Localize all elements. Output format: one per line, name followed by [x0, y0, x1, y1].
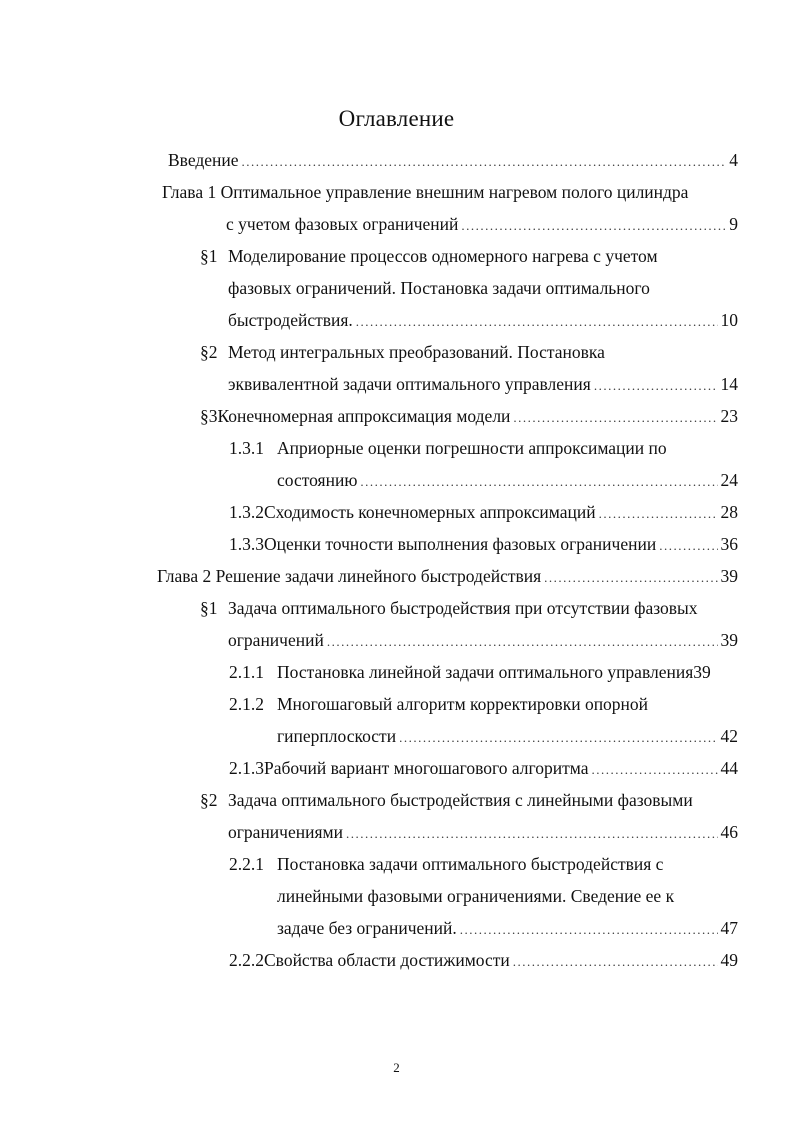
toc-entry-subsection-2-1-2-end[interactable]	[277, 720, 738, 752]
toc-entry-section-1-2-end[interactable]	[228, 368, 738, 400]
leader-dots	[513, 946, 718, 978]
toc-entry-text: эквивалентной задачи оптимального управления	[228, 374, 591, 394]
leader-dots	[356, 306, 718, 338]
toc-entry-text: Глава 2 Решение задачи линейного быстродействия	[157, 566, 542, 586]
toc-entry-text: задаче без ограничений.	[277, 918, 457, 938]
toc-entry-page: 47	[720, 918, 738, 938]
toc-entry-subsection-2-1-3[interactable]	[229, 752, 738, 784]
leader-dots	[360, 466, 717, 498]
leader-dots	[599, 498, 718, 530]
toc-entry-page: 39	[720, 630, 738, 650]
toc-entry-text: ограничений	[228, 630, 324, 650]
toc-entry-text: Постановка линейной задачи оптимального управления39	[277, 662, 711, 682]
toc-entry-subsection-2-1-2[interactable]	[229, 688, 648, 720]
toc-entry-page: 46	[720, 822, 738, 842]
leader-dots	[592, 754, 718, 786]
toc-entry-page: 42	[720, 726, 738, 746]
toc-entry-text: Задача оптимального быстродействия при отсутствии фазовых	[228, 598, 698, 618]
toc-entry-subsection-1-3-3[interactable]	[229, 528, 738, 560]
toc-entry-section-1-1-cont[interactable]	[228, 272, 650, 304]
leader-dots	[242, 146, 727, 178]
toc-entry-section-1-1-end[interactable]	[228, 304, 738, 336]
toc-entry-subsection-2-2-1[interactable]	[229, 848, 663, 880]
toc-entry-section-1-2[interactable]	[200, 336, 605, 368]
section-number: 2.2.2	[229, 950, 264, 970]
toc-entry-subsection-2-1-1[interactable]	[229, 656, 711, 688]
leader-dots	[544, 562, 717, 594]
toc-entry-text: быстродействия.	[228, 310, 353, 330]
section-number: 1.3.2	[229, 502, 264, 522]
toc-entry-text: Введение	[168, 150, 239, 170]
toc-entry-text: Рабочий вариант многошагового алгоритма	[264, 758, 589, 778]
toc-entry-page: 28	[720, 502, 738, 522]
toc-entry-section-1-3[interactable]	[200, 400, 738, 432]
page-title: Оглавление	[338, 106, 455, 131]
toc-entry-page: 4	[729, 150, 738, 170]
toc-entry-subsection-1-3-1-end[interactable]	[277, 464, 738, 496]
toc-entry-text: состоянию	[277, 470, 358, 490]
toc-entry-text: Задача оптимального быстродействия с линейными фазовыми	[228, 790, 693, 810]
toc-entry-page: 9	[729, 214, 738, 234]
page-number: 2	[393, 1060, 400, 1075]
toc-entry-section-2-1[interactable]	[200, 592, 698, 624]
section-number: §2	[200, 790, 218, 810]
toc-entry-page: 23	[720, 406, 738, 426]
section-number: 1.3.1	[229, 438, 264, 458]
leader-dots	[460, 914, 718, 946]
leader-dots	[594, 370, 718, 402]
toc-entry-subsection-2-2-2[interactable]	[229, 944, 738, 976]
section-number: 2.2.1	[229, 854, 264, 874]
toc-entry-text: фазовых ограничений. Постановка задачи оптимального	[228, 278, 650, 298]
toc-entry-subsection-2-2-1-cont[interactable]	[277, 880, 674, 912]
section-number: 2.1.2	[229, 694, 264, 714]
toc-entry-text: Свойства области достижимости	[264, 950, 510, 970]
section-number: 2.1.3	[229, 758, 264, 778]
section-number: §2	[200, 342, 218, 362]
toc-entry-chapter-2[interactable]	[157, 560, 738, 592]
toc-entry-text: Постановка задачи оптимального быстродействия с	[277, 854, 664, 874]
toc-entry-text: Конечномерная аппроксимация модели	[217, 406, 511, 426]
toc-entry-text: Глава 1 Оптимальное управление внешним нагревом полого цилиндра	[162, 182, 689, 202]
toc-entry-subsection-1-3-2[interactable]	[229, 496, 738, 528]
toc-entry-section-2-2[interactable]	[200, 784, 693, 816]
toc-entry-subsection-1-3-1[interactable]	[229, 432, 667, 464]
toc-entry-text: с учетом фазовых ограничений	[226, 214, 459, 234]
toc-entry-section-2-1-end[interactable]	[228, 624, 738, 656]
toc-entry-page: 39	[720, 566, 738, 586]
toc-entry-section-2-2-end[interactable]	[228, 816, 738, 848]
toc-entry-page: 10	[720, 310, 738, 330]
toc-entry-page: 24	[720, 470, 738, 490]
leader-dots	[513, 402, 717, 434]
toc-entry-text: линейными фазовыми ограничениями. Сведение ее к	[277, 886, 675, 906]
section-number: 2.1.1	[229, 662, 264, 682]
toc-entry-text: ограничениями	[228, 822, 343, 842]
toc-entry-text: Метод интегральных преобразований. Постановка	[228, 342, 605, 362]
toc-entry-text: Многошаговый алгоритм корректировки опорной	[277, 694, 649, 714]
toc-entry-text: гиперплоскости	[277, 726, 397, 746]
toc-entry-section-1-1[interactable]	[200, 240, 658, 272]
leader-dots	[346, 818, 718, 850]
toc-entry-page: 49	[720, 950, 738, 970]
section-number: §1	[200, 598, 218, 618]
leader-dots	[461, 210, 726, 242]
leader-dots	[399, 722, 717, 754]
leader-dots	[659, 530, 717, 562]
section-number: §3	[200, 406, 218, 426]
toc-entry-text: Априорные оценки погрешности аппроксимации по	[277, 438, 667, 458]
section-number: §1	[200, 246, 218, 266]
leader-dots	[327, 626, 718, 658]
toc-entry-text: Моделирование процессов одномерного нагрева с учетом	[228, 246, 658, 266]
toc-entry-page: 36	[720, 534, 738, 554]
toc-entry-page: 44	[720, 758, 738, 778]
toc-entry-page: 14	[720, 374, 738, 394]
toc-entry-subsection-2-2-1-end[interactable]	[277, 912, 738, 944]
toc-entry-chapter-1[interactable]	[162, 176, 688, 208]
toc-entry-introduction[interactable]	[168, 144, 738, 176]
toc-entry-text: Сходимость конечномерных аппроксимаций	[264, 502, 596, 522]
toc-entry-chapter-1-cont[interactable]	[226, 208, 738, 240]
section-number: 1.3.3	[229, 534, 264, 554]
toc-entry-text: Оценки точности выполнения фазовых ограничении	[264, 534, 657, 554]
